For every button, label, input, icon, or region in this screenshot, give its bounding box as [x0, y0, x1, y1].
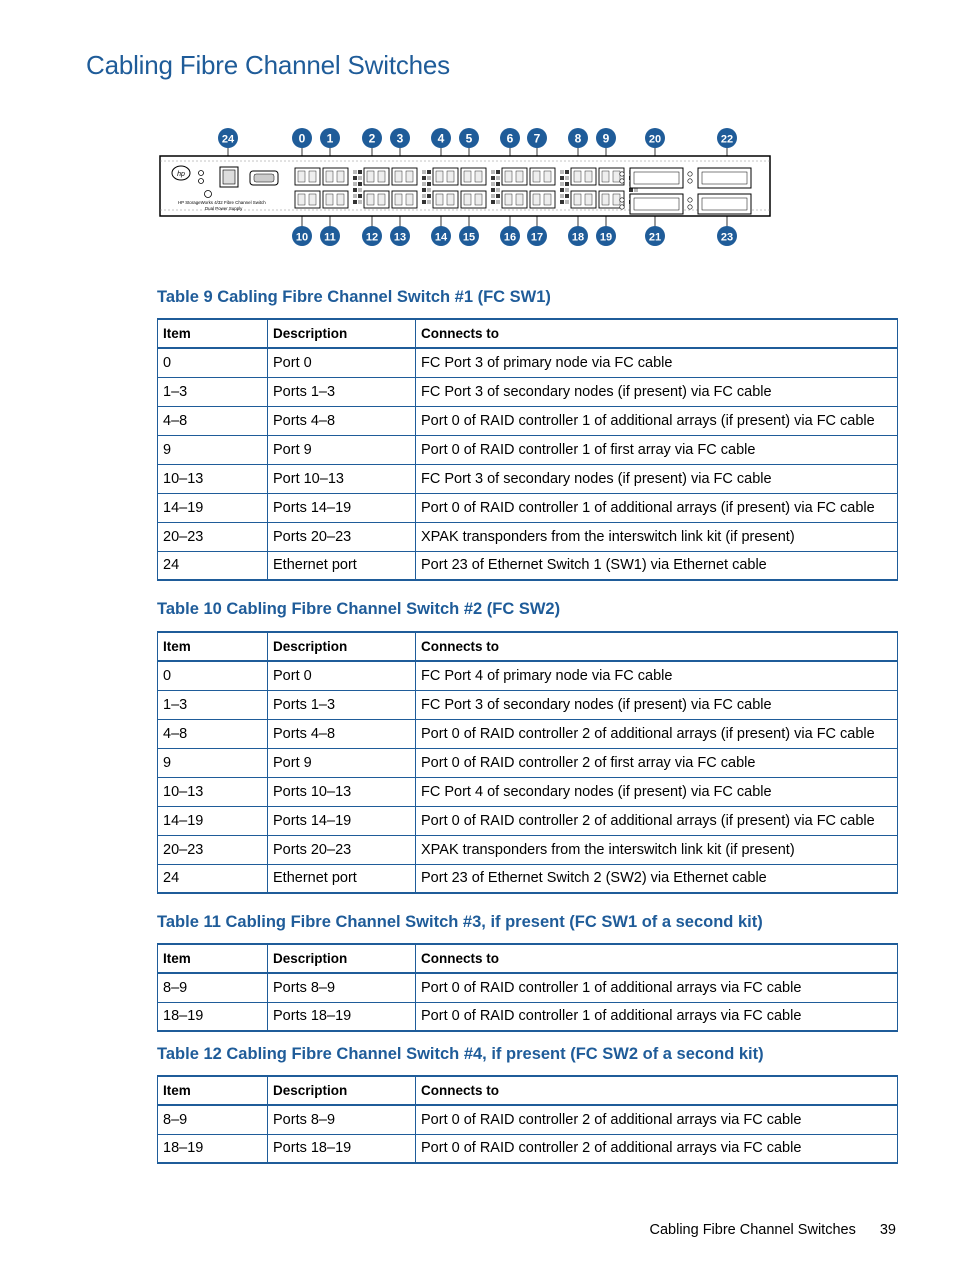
cell-item: 10–13 [158, 464, 268, 493]
cell-connects-to: FC Port 3 of secondary nodes (if present) via FC cable [416, 464, 898, 493]
cell-description: Ethernet port [268, 864, 416, 893]
header-description: Description [268, 1076, 416, 1105]
status-led [620, 172, 624, 176]
cell-connects-to: XPAK transponders from the interswitch link kit (if present) [416, 835, 898, 864]
callout-11 [320, 226, 340, 246]
table-row [158, 748, 898, 777]
status-led [688, 198, 692, 202]
vent-cell [353, 170, 357, 174]
cell-connects-to: Port 0 of RAID controller 2 of additional arrays (if present) via FC cable [416, 806, 898, 835]
cell-connects-to: XPAK transponders from the interswitch link kit (if present) [416, 522, 898, 551]
cell-connects-to: FC Port 4 of primary node via FC cable [416, 661, 898, 690]
cell-description: Ethernet port [268, 551, 416, 580]
callout-17 [527, 226, 547, 246]
status-led [688, 205, 692, 209]
vent-cell [496, 200, 500, 204]
footer-section-title: Cabling Fibre Channel Switches [649, 1222, 856, 1238]
table-row [158, 435, 898, 464]
page-footer [650, 1222, 897, 1238]
cell-description: Port 0 [268, 661, 416, 690]
vent-cell [565, 176, 569, 180]
vent-cell [427, 170, 431, 174]
table9-caption: Table 9 Cabling Fibre Channel Switch #1 (FC SW1) [157, 288, 551, 306]
header-description: Description [268, 319, 416, 348]
cell-connects-to: Port 0 of RAID controller 2 of additional arrays via FC cable [416, 1134, 898, 1163]
header-item: Item [158, 1076, 268, 1105]
callout-label: 17 [530, 231, 544, 244]
callout-12 [362, 226, 382, 246]
vent-cell [560, 194, 564, 198]
xpak-port [630, 168, 683, 188]
callout-23 [717, 226, 737, 246]
callout-label: 7 [533, 131, 541, 146]
vent-cell [422, 188, 426, 192]
cell-item: 9 [158, 748, 268, 777]
cell-description: Port 9 [268, 748, 416, 777]
callout-10 [292, 226, 312, 246]
table-row [158, 661, 898, 690]
callout-label: 15 [462, 231, 476, 244]
callout-label: 0 [298, 131, 306, 146]
table-row [158, 777, 898, 806]
vent-cell [491, 194, 495, 198]
table12-caption: Table 12 Cabling Fibre Channel Switch #4, if present (FC SW2 of a second kit) [157, 1045, 764, 1063]
vent-cell [496, 188, 500, 192]
cell-item: 9 [158, 435, 268, 464]
callout-7 [527, 128, 547, 148]
cell-item: 0 [158, 661, 268, 690]
cell-connects-to: FC Port 3 of primary node via FC cable [416, 348, 898, 377]
vent-cell [496, 194, 500, 198]
cell-connects-to: Port 0 of RAID controller 2 of additional arrays (if present) via FC cable [416, 719, 898, 748]
cell-item: 20–23 [158, 835, 268, 864]
callout-label: 20 [648, 133, 662, 146]
vent-cell [565, 170, 569, 174]
table-row [158, 806, 898, 835]
table-row [158, 348, 898, 377]
header-item: Item [158, 944, 268, 973]
cell-description: Ports 18–19 [268, 1134, 416, 1163]
table-row [158, 690, 898, 719]
callout-label: 2 [368, 131, 376, 146]
cell-item: 1–3 [158, 690, 268, 719]
callout-6 [500, 128, 520, 148]
status-led [620, 198, 624, 202]
status-led [688, 172, 692, 176]
callout-2 [362, 128, 382, 148]
callout-8 [568, 128, 588, 148]
table-row [158, 522, 898, 551]
cell-connects-to: Port 0 of RAID controller 1 of additional arrays via FC cable [416, 1002, 898, 1031]
table-row [158, 406, 898, 435]
vent-cell [491, 182, 495, 186]
cell-connects-to: Port 0 of RAID controller 1 of first array via FC cable [416, 435, 898, 464]
status-led [620, 179, 624, 183]
cell-connects-to: Port 23 of Ethernet Switch 1 (SW1) via Ethernet cable [416, 551, 898, 580]
cell-item: 14–19 [158, 493, 268, 522]
vent-cell [491, 176, 495, 180]
vent-cell [358, 194, 362, 198]
header-item: Item [158, 632, 268, 661]
callout-label: 1 [326, 131, 334, 146]
vent-cell [491, 170, 495, 174]
vent-cell [422, 170, 426, 174]
callout-14 [431, 226, 451, 246]
callout-label: 10 [295, 231, 309, 244]
callout-18 [568, 226, 588, 246]
cell-item: 18–19 [158, 1134, 268, 1163]
vent-cell [491, 188, 495, 192]
table11 [157, 943, 898, 1032]
cell-description: Ports 8–9 [268, 973, 416, 1002]
vent-cell [427, 200, 431, 204]
vent-cell [422, 200, 426, 204]
vent-cell [565, 182, 569, 186]
vent-cell [560, 182, 564, 186]
vent-cell [358, 170, 362, 174]
vent-cell [427, 188, 431, 192]
callout-label: 9 [602, 131, 610, 146]
cell-description: Ports 14–19 [268, 806, 416, 835]
cell-item: 0 [158, 348, 268, 377]
callout-label: 18 [571, 231, 585, 244]
cell-description: Ports 20–23 [268, 835, 416, 864]
callout-20 [645, 128, 665, 148]
callout-3 [390, 128, 410, 148]
callout-19 [596, 226, 616, 246]
callout-label: 6 [506, 131, 514, 146]
vent-cell [353, 182, 357, 186]
cell-connects-to: Port 0 of RAID controller 1 of additional arrays via FC cable [416, 973, 898, 1002]
callout-label: 22 [720, 133, 734, 146]
vent-cell [560, 170, 564, 174]
cell-item: 14–19 [158, 806, 268, 835]
cell-description: Ports 8–9 [268, 1105, 416, 1134]
vent-cell [422, 182, 426, 186]
vent-cell [358, 182, 362, 186]
xpak-port [698, 194, 751, 214]
callout-label: 11 [324, 231, 336, 244]
callout-label: 24 [221, 133, 235, 146]
vent-cell [560, 200, 564, 204]
table-row [158, 551, 898, 580]
vent-cell [427, 182, 431, 186]
table-row [158, 973, 898, 1002]
status-led [620, 205, 624, 209]
vent-cell [353, 188, 357, 192]
vent-cell [353, 176, 357, 180]
cell-connects-to: FC Port 3 of secondary nodes (if present) via FC cable [416, 377, 898, 406]
cell-description: Ports 4–8 [268, 406, 416, 435]
table10-caption: Table 10 Cabling Fibre Channel Switch #2 (FC SW2) [157, 600, 561, 618]
vent-cell [491, 200, 495, 204]
callout-21 [645, 226, 665, 246]
cell-item: 18–19 [158, 1002, 268, 1031]
cell-connects-to: FC Port 4 of secondary nodes (if present) via FC cable [416, 777, 898, 806]
vent-cell [358, 188, 362, 192]
table-row [158, 1134, 898, 1163]
vent-cell [565, 194, 569, 198]
vent-cell [427, 194, 431, 198]
callout-1 [320, 128, 340, 148]
cell-connects-to: Port 0 of RAID controller 2 of first array via FC cable [416, 748, 898, 777]
table11-caption: Table 11 Cabling Fibre Channel Switch #3, if present (FC SW1 of a second kit) [157, 913, 763, 931]
callout-label: 16 [503, 231, 517, 244]
vent-cell [496, 182, 500, 186]
callout-13 [390, 226, 410, 246]
cell-description: Port 0 [268, 348, 416, 377]
table10 [157, 631, 898, 894]
cell-item: 4–8 [158, 406, 268, 435]
cell-description: Ports 4–8 [268, 719, 416, 748]
svg-text:hp: hp [177, 171, 185, 178]
cell-item: 24 [158, 864, 268, 893]
xpak-port [630, 194, 683, 214]
cell-description: Ports 1–3 [268, 690, 416, 719]
cell-item: 1–3 [158, 377, 268, 406]
callout-label: 13 [393, 231, 407, 244]
callout-16 [500, 226, 520, 246]
cell-item: 8–9 [158, 973, 268, 1002]
callout-label: 19 [599, 231, 613, 244]
xpak-port [698, 168, 751, 188]
cell-description: Port 10–13 [268, 464, 416, 493]
cell-description: Ports 10–13 [268, 777, 416, 806]
table-row [158, 1002, 898, 1031]
callout-label: 12 [365, 231, 379, 244]
vent-cell [353, 194, 357, 198]
device-label-line1: HP StorageWorks 4/32 Fibre Channel Switch [178, 200, 266, 205]
callout-label: 4 [437, 131, 445, 146]
header-connects-to: Connects to [416, 1076, 898, 1105]
vent-cell [560, 188, 564, 192]
vent-cell [422, 176, 426, 180]
cell-description: Ports 14–19 [268, 493, 416, 522]
page-number: 39 [879, 1222, 896, 1238]
cell-description: Ports 20–23 [268, 522, 416, 551]
header-item: Item [158, 319, 268, 348]
callout-5 [459, 128, 479, 148]
cell-item: 8–9 [158, 1105, 268, 1134]
vent-cell [629, 188, 633, 192]
callout-9 [596, 128, 616, 148]
callout-0 [292, 128, 312, 148]
cell-item: 20–23 [158, 522, 268, 551]
table-row [158, 493, 898, 522]
table-row [158, 464, 898, 493]
status-led [688, 179, 692, 183]
callout-label: 8 [574, 131, 582, 146]
cell-connects-to: Port 0 of RAID controller 1 of additional arrays (if present) via FC cable [416, 493, 898, 522]
callout-label: 23 [720, 231, 734, 244]
cell-connects-to: Port 23 of Ethernet Switch 2 (SW2) via Ethernet cable [416, 864, 898, 893]
table-row [158, 719, 898, 748]
cell-item: 4–8 [158, 719, 268, 748]
header-connects-to: Connects to [416, 944, 898, 973]
vent-cell [427, 176, 431, 180]
vent-cell [353, 200, 357, 204]
table-row [158, 1105, 898, 1134]
header-connects-to: Connects to [416, 632, 898, 661]
callout-4 [431, 128, 451, 148]
header-description: Description [268, 944, 416, 973]
fc-switch-figure [150, 118, 780, 258]
vent-cell [560, 176, 564, 180]
vent-cell [422, 194, 426, 198]
cell-connects-to: FC Port 3 of secondary nodes (if present) via FC cable [416, 690, 898, 719]
cell-connects-to: Port 0 of RAID controller 1 of additional arrays (if present) via FC cable [416, 406, 898, 435]
vent-cell [565, 188, 569, 192]
cell-item: 10–13 [158, 777, 268, 806]
vent-cell [496, 170, 500, 174]
cell-description: Ports 1–3 [268, 377, 416, 406]
cell-description: Port 9 [268, 435, 416, 464]
header-connects-to: Connects to [416, 319, 898, 348]
cell-item: 24 [158, 551, 268, 580]
cell-connects-to: Port 0 of RAID controller 2 of additional arrays via FC cable [416, 1105, 898, 1134]
callout-label: 3 [396, 131, 404, 146]
callout-15 [459, 226, 479, 246]
callout-label: 14 [434, 231, 448, 244]
vent-cell [358, 200, 362, 204]
table9 [157, 318, 898, 581]
cell-description: Ports 18–19 [268, 1002, 416, 1031]
callout-label: 21 [648, 231, 662, 244]
device-label-line2: Dual Power Supply [205, 206, 243, 211]
vent-cell [565, 200, 569, 204]
callout-24 [218, 128, 238, 148]
vent-cell [496, 176, 500, 180]
table-row [158, 835, 898, 864]
table-row [158, 377, 898, 406]
header-description: Description [268, 632, 416, 661]
vent-cell [358, 176, 362, 180]
callout-label: 5 [465, 131, 473, 146]
page-title: Cabling Fibre Channel Switches [86, 50, 450, 80]
vent-cell [634, 188, 638, 192]
callout-22 [717, 128, 737, 148]
table12 [157, 1075, 898, 1164]
table-row [158, 864, 898, 893]
